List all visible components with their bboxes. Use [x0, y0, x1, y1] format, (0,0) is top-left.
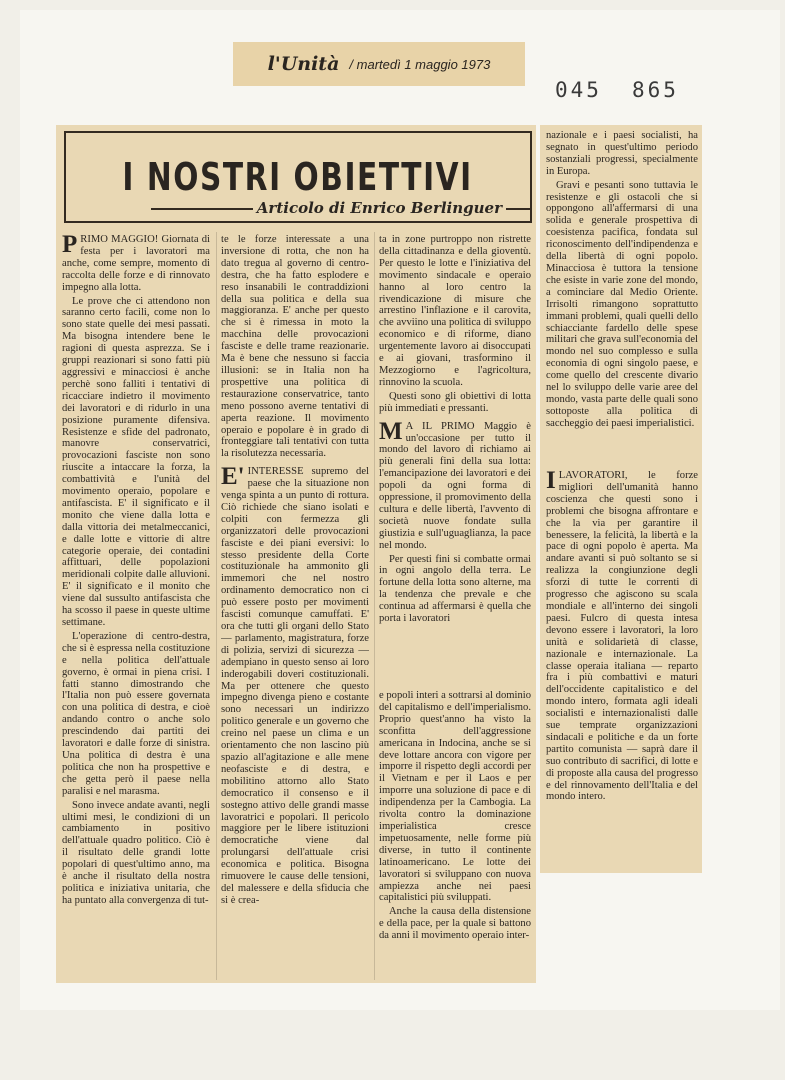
archive-code-part-1: 045: [555, 78, 602, 102]
paragraph: PRIMO MAGGIO! Giornata di festa per i lavoratori ma anche, come sempre, momento di raccolta delle forze e di rinnovato impegno alla lotta.: [62, 234, 210, 293]
article-column-2: [221, 234, 369, 980]
byline-rule-left: [151, 208, 253, 210]
newspaper-masthead: [233, 42, 525, 86]
publication-date: / martedì 1 maggio 1973: [349, 56, 491, 72]
paragraph: Le prove che ci attendono non saranno certo facili, come non lo sono state quelle dei mesi passati. Ma bisogna intendere bene le ragioni di questa asprezza. Se i gruppi reazionari si sono fatti più aggressivi e minacciosi è anche perchè sono falliti i tentativi di ricacciare indietro il movimento dei lavoratori e di ridurlo in una posizione puramente difensiva. Resistenze e sfide del padronato, manovre conservatrici, provocazioni fasciste non sono riuscite a intaccare la forza, la combattività e l'unità del movimento operaio, popolare e antifascista. E' il significato e il monito che viene dalla lotta e dalla vittoria dei metalmeccanici, e dalle lotte e vittorie di altre categorie operaie, dei contadini affittuari, delle popolazioni meridionali colpite dalle alluvioni. E' il significato e il monito che viene dal sussulto antifascista che ha scosso il paese in queste ultime settimane.: [62, 295, 210, 628]
article-column-1: [62, 234, 210, 980]
article-byline: [64, 199, 532, 217]
byline-rule-right: [506, 208, 532, 210]
paragraph: ta in zone purtroppo non ristrette della cittadinanza e della gioventù. Per questo le lotte e l'iniziativa del movimento sindacale e operaio hanno al loro centro la rivendicazione di misure che arrestino l'inflazione e il carovita, che avviino una politica di sviluppo economico e di riforme, diano urgentemente lavoro ai disoccupati e ai giovani, trasformino il Mezzogiorno e l'agricoltura, rinnovino la scuola.: [379, 234, 531, 388]
column-separator: [216, 232, 217, 980]
paragraph: M A IL PRIMO Maggio è un'occasione per tutto il mondo del lavoro di richiamo ai più generali fini della sua lotta: l'emancipazione dei lavoratori e dei popoli da ogni forma di oppressione, il promovimento della cultura e delle libertà, l'avvento di società nuove fondate sulla giustizia e sull'uguaglianza, la pace nel mondo.: [379, 417, 531, 551]
article-headline: I NOSTRI OBIETTIVI: [122, 155, 474, 199]
paragraph: e popoli interi a sottrarsi al dominio del capitalismo e dell'imperialismo. Proprio quest'anno ha visto la sconfitta dell'aggressione americana in Indocina, anche se si deve lottare ancora con vigore per imporre il rispetto degli accordi per il Vietnam e per il Laos e per imporre una soluzione di pace e di indipendenza per la Cambogia. La rivolta contro la dominazione imperialistica cresce impetuosamente, nelle forme più diverse, in tutto il continente latinoamericano. Le lotte dei lavoratori si sviluppano con nuova ampiezza anche nei paesi capitalistici più sviluppati.: [379, 690, 531, 904]
paragraph: ILAVORATORI, le forze migliori dell'umanità hanno coscienza che questi sono i problemi che bisogna affrontare e che la via per garantire il benessere, la felicità, la libertà e la pace di ogni popolo è aperta. Ma andare avanti si può soltanto se si realizza la congiunzione degli sforzi di tutte le correnti di progresso che agiscono su scala mondiale e all'interno dei singoli paesi. Fulcro di questa intesa devono essere i lavoratori, la loro unità e solidarietà di classe, nazionale e internazionale. La classe operaia italiana — reparto fra i più combattivi e maturi dell'occidente capitalistico e del mondo intero, formata agli ideali socialisti e internazionalisti dalle sue temprate organizzazioni sindacali e politiche e da un forte partito comunista — saprà dare il suo contributo di sacrifici, di lotte e di proposte alla causa del progresso e del rinnovamento dell'Italia e del mondo intero.: [546, 470, 698, 803]
drop-cap: E': [221, 463, 245, 491]
paragraph: Anche la causa della distensione e della pace, per la quale si battono da anni il movimento operaio inter-: [379, 906, 531, 942]
paragraph: Per questi fini si combatte ormai in ogni angolo della terra. Le fortune della lotta sono alterne, ma la tendenza che prevale e che continua ad affermarsi è quella che porta i lavoratori: [379, 553, 531, 625]
article-column-3-continued: [379, 690, 531, 980]
column-separator: [374, 232, 375, 980]
article-column-5: [546, 470, 698, 870]
article-column-3: [379, 234, 531, 678]
drop-cap: M: [379, 417, 403, 445]
paragraph: nazionale e i paesi socialisti, ha segnato in quest'ultimo periodo sostanziali progressi, specialmente in Europa.: [546, 130, 698, 177]
article-column-4: [546, 130, 698, 468]
archive-code-part-2: 865: [632, 78, 679, 102]
byline-text: Articolo di Enrico Berlinguer: [256, 199, 502, 217]
paragraph: Questi sono gli obiettivi di lotta più immediati e pressanti.: [379, 390, 531, 414]
paragraph: Gravi e pesanti sono tuttavia le resistenze e gli ostacoli che si oppongono all'affermarsi di una solida e generale prospettiva di coesistenza pacifica, fondata sul riconoscimento dell'indipendenza e della libertà di ogni popolo. Minacciosa è tuttora la tensione che esiste in varie zone del mondo, a cominciare dal Medio Oriente. Irrisolti rimangono soprattutto immani problemi, quali quelli dello schiacciante fardello delle spese militari che grava sull'economia del mondo nel suo complesso e sulla economia di ogni singolo paese, e come quello del crescente divario nel lo sviluppo delle varie aree del mondo, vasta parte delle quali sono sottoposte alla politica di saccheggio dei paesi imperialistici.: [546, 179, 698, 429]
paragraph: Sono invece andate avanti, negli ultimi mesi, le condizioni di un cambiamento in positivo dell'attuale quadro politico. Ciò è il risultato delle grandi lotte popolari di quest'ultimo anno, ma è anche il risultato della nostra politica e iniziativa unitaria, che ha puntato alla convergenza di tut-: [62, 799, 210, 906]
paragraph: te le forze interessate a una inversione di rotta, che non ha dato tregua al governo di centro-destra, che ha fatto esplodere e reso insanabili le contraddizioni della sua politica e della sua maggioranza. E' anche per questo che si è rimessa in moto la macchina delle provocazioni fasciste e delle trame reazionarie. Ma è bene che nessuno si faccia illusioni: se in Italia non ha prospettive una politica di restaurazione conservatrice, tanto meno possono averne tentativi di aperta reazione. Il movimento operaio e popolare è in grado di fronteggiare tali tentativi con tutta la risolutezza necessaria.: [221, 234, 369, 460]
drop-cap: I: [546, 470, 556, 494]
paragraph: E' INTERESSE supremo del paese che la situazione non venga spinta a un punto di rottura. Ciò richiede che siano isolati e colpiti con fermezza gli organizzatori delle provocazioni fasciste e dei piani eversivi: lo stesso presidente della Corte costituzionale ha ammonito gli immemori che nel nostro ordinamento democratico non ci può essere posto per movimenti fascisti comunque camuffati. E' ora che tutti gli organi dello Stato — parlamento, magistratura, forze di polizia, servizi di sicurezza — adempiano in questo senso ai loro inderogabili doveri costituzionali. Ma per ottenere che questo impegno divenga pieno e costante sono necessari un indirizzo politico generale e un governo che creino nel paese un clima e un orientamento che non lascino più spazio all'agitazione e alle mene neofasciste e di destra, e mobilitino attorno allo Stato democratico il consenso e il sostegno attivo delle grandi masse lavoratrici e popolari. Il pericolo maggiore per le libere istituzioni democratiche viene dal prolungarsi dell'attuale crisi economica e politica. Bisogna rimuovere le cause delle tensioni, del malessere e della sfiducia che si è crea-: [221, 463, 369, 906]
paragraph: L'operazione di centro-destra, che si è espressa nella costituzione e nella politica dell'attuale governo, è ormai in piena crisi. I fatti stanno dimostrando che l'Italia non può essere governata con una politica di destra, e cioè andando contro o anche solo prescindendo dai partiti dei lavoratori e dalle forze di sinistra. Una politica di destra è una politica che non ha prospettive e che getta però il paese nella paralisi e nel marasma.: [62, 630, 210, 797]
newspaper-name: l'Unità: [267, 53, 340, 75]
drop-cap: P: [62, 234, 78, 258]
